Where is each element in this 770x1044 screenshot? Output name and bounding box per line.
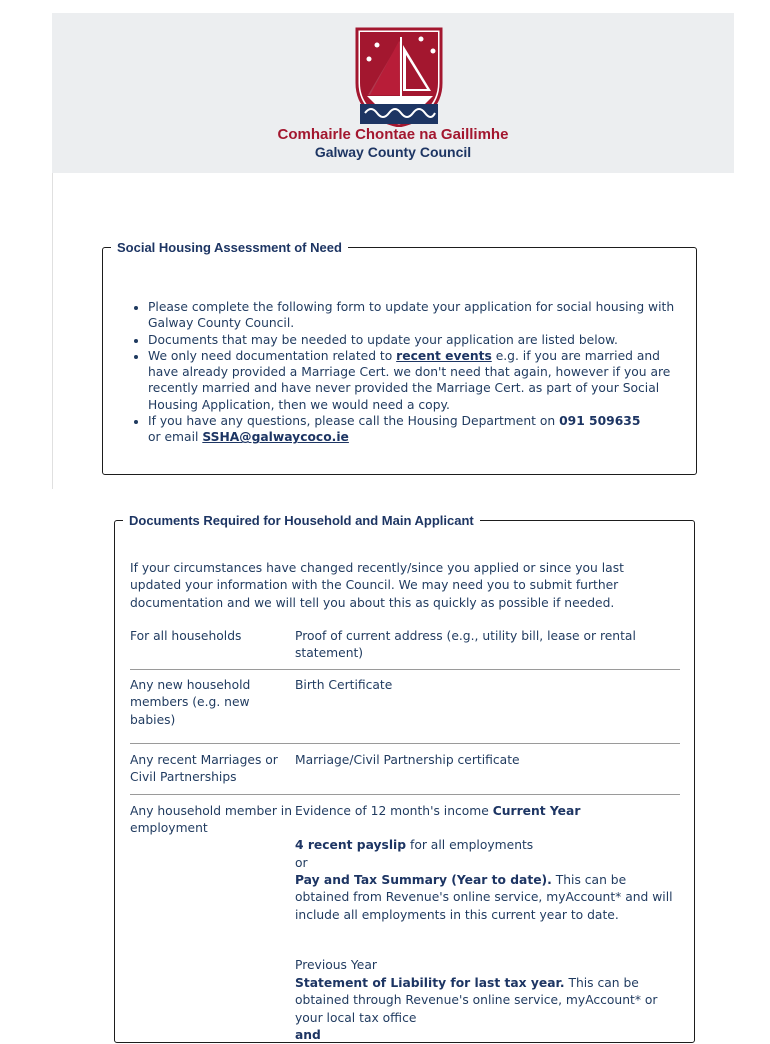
documents-legend: Documents Required for Household and Main Applicant [129,513,474,528]
note-item: • We only need documentation related to recent events e.g. if you are married and have already provided a Marriage Cert. we don't need that again, however if you are recently married and have never provided the Marriage Cert. as part of your Social Housing Application, then we would need a copy. [148,348,693,413]
required-document: Birth Certificate [295,669,680,743]
council-name-english: Galway County Council [314,144,472,160]
table-row [130,794,680,1044]
assessment-notes [130,299,693,446]
required-document: Marriage/Civil Partnership certificate [295,744,680,795]
household-type: Any household member in employment [130,803,292,836]
previous-year-heading: Previous Year [295,958,377,973]
documents-section [114,513,695,1043]
email-link[interactable]: SSHA@galwaycoco.ie [202,430,349,445]
income-heading: Evidence of 12 month's income Current Year [295,803,581,818]
phone-number: 091 509635 [559,414,641,429]
payslip-option: 4 recent payslip for all employments [295,838,534,853]
documents-intro: If your circumstances have changed recently/since you applied or since you last updated your information with the Council. We may need you to submit further documentation and we will tell you about this as quickly as possible if needed. [130,561,624,610]
page-divider [52,173,53,489]
required-document [295,794,680,1044]
table-row [130,669,680,743]
note-item: • If you have any questions, please call the Housing Department on 091 509635 or email SSHA@galwaycoco.ie [148,413,693,446]
note-item: • Please complete the following form to update your application for social housing with Galway County Council. [148,299,693,332]
household-type: For all households [130,628,295,669]
assessment-section [102,240,697,475]
table-row [130,628,680,669]
household-type: Any new household members (e.g. new babies) [130,669,295,743]
assessment-legend: Social Housing Assessment of Need [117,240,342,255]
or-text: or [295,855,308,870]
council-name-irish: Comhairle Chontae na Gaillimhe [277,126,509,143]
recent-events-link[interactable]: recent events [396,348,492,363]
pay-tax-option: Pay and Tax Summary (Year to date). This can be obtained from Revenue's online service, myAccount* and will include all employments in this current year to date. [295,873,673,922]
council-crest-logo [353,25,445,127]
household-type: Any recent Marriages or Civil Partnerships [130,744,295,795]
liability-option: Statement of Liability for last tax year. This can be obtained through Revenue's online service, myAccount* or your local tax office [295,975,658,1025]
required-document: Proof of current address (e.g., utility bill, lease or rental statement) [295,628,680,669]
note-item: • Documents that may be needed to update your application are listed below. [148,332,693,348]
table-row [130,744,680,795]
documents-table [130,628,680,1044]
and-text: and [295,1027,321,1042]
